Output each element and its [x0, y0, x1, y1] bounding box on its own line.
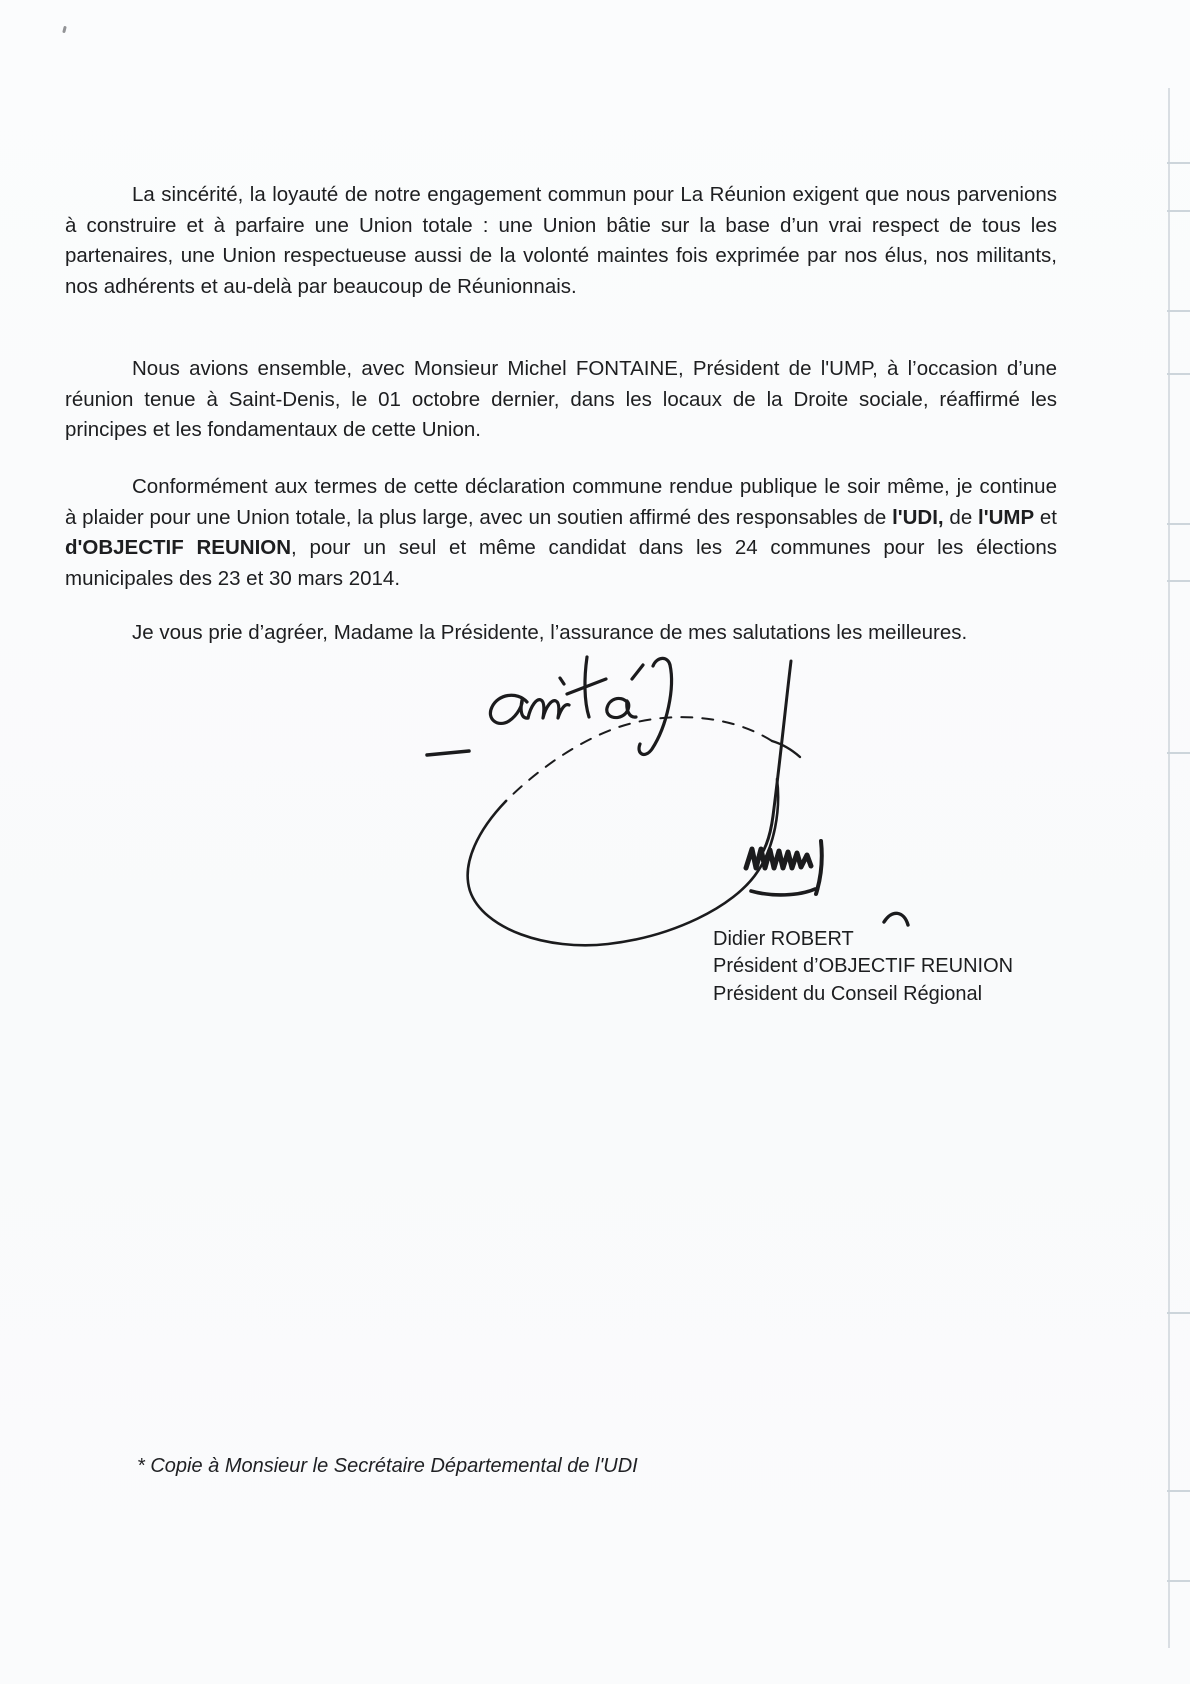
signature-loop-entry [772, 741, 800, 757]
scan-artifact-vertical-line [1168, 88, 1170, 1648]
scan-artifact-tick [1167, 752, 1190, 754]
closing-salutation-line: Je vous prie d’agréer, Madame la Présidente, l’assurance de mes salutations les meilleures. [132, 621, 968, 644]
scan-artifact-tick [1167, 310, 1190, 312]
party-name-objectif-reunion: d'OBJECTIF REUNION [65, 536, 292, 560]
scan-artifact-tick [1167, 1580, 1190, 1582]
scan-artifact-tick [1167, 210, 1190, 212]
scan-artifact-tick [1167, 523, 1190, 525]
signature-loop [468, 779, 778, 945]
signature-block [713, 926, 1013, 1008]
scan-artifact-tick [1167, 1490, 1190, 1492]
party-name-ump: l'UMP [978, 505, 1035, 529]
scan-artifact-tick [1167, 162, 1190, 164]
signature-bar [816, 841, 822, 894]
signatory-name: Didier ROBERT [713, 928, 854, 950]
scan-artifact-tick [1167, 1312, 1190, 1314]
signature-loop-dashed-arc [506, 717, 772, 801]
paragraph-conformement-segment: , pour un seul et même candidat dans les 24 communes pour les élections municipales des 23 et 30 mars 2014. [65, 536, 1057, 590]
scan-artifact-tick [1167, 373, 1190, 375]
footnote-copy-line: * Copie à Monsieur le Secrétaire Départemental de l'UDI [137, 1455, 638, 1477]
scan-speck [62, 26, 67, 34]
paragraph-conformement [65, 472, 1057, 594]
scan-artifact-tick [1167, 580, 1190, 582]
signatory-title-objectif-reunion: Président d’OBJECTIF REUNION [713, 955, 1014, 978]
paragraph-sincerite: La sincérité, la loyauté de notre engagement commun pour La Réunion exigent que nous parvenions à construire et à parfaire une Union totale : une Union bâtie sur la base d’un vrai respect de tous les partenaires, une Union respectueuse aussi de la volonté maintes fois exprimée par nos élus, nos militants, nos adhérents et au-delà par beaucoup de Réunionnais. [65, 183, 1057, 298]
signature-scribble [746, 849, 811, 868]
paragraph-conformement-segment: et [1034, 505, 1057, 529]
signatory-title-conseil-regional: Président du Conseil Régional [713, 982, 983, 1005]
handwritten-amities-word [490, 657, 671, 754]
party-name-udi: l'UDI, [892, 505, 944, 529]
signature-underline [751, 889, 815, 895]
signature-hook-mark [884, 913, 908, 925]
paragraph-reunion-fontaine: Nous avions ensemble, avec Monsieur Michel FONTAINE, Président de l'UMP, à l’occasion d’une réunion tenue à Saint-Denis, le 01 octobre dernier, dans les locaux de la Droite sociale, réaffirmé les principes et les fondamentaux de cette Union. [65, 357, 1057, 442]
paragraph-conformement-segment: Conformément aux termes de cette déclaration commune rendue publique le soir même, je continue à plaider pour une Union totale, la plus large, avec un soutien affirmé des responsables de [65, 475, 1057, 529]
signature-dash [427, 751, 469, 755]
paragraph-conformement-segment: de [943, 505, 978, 529]
